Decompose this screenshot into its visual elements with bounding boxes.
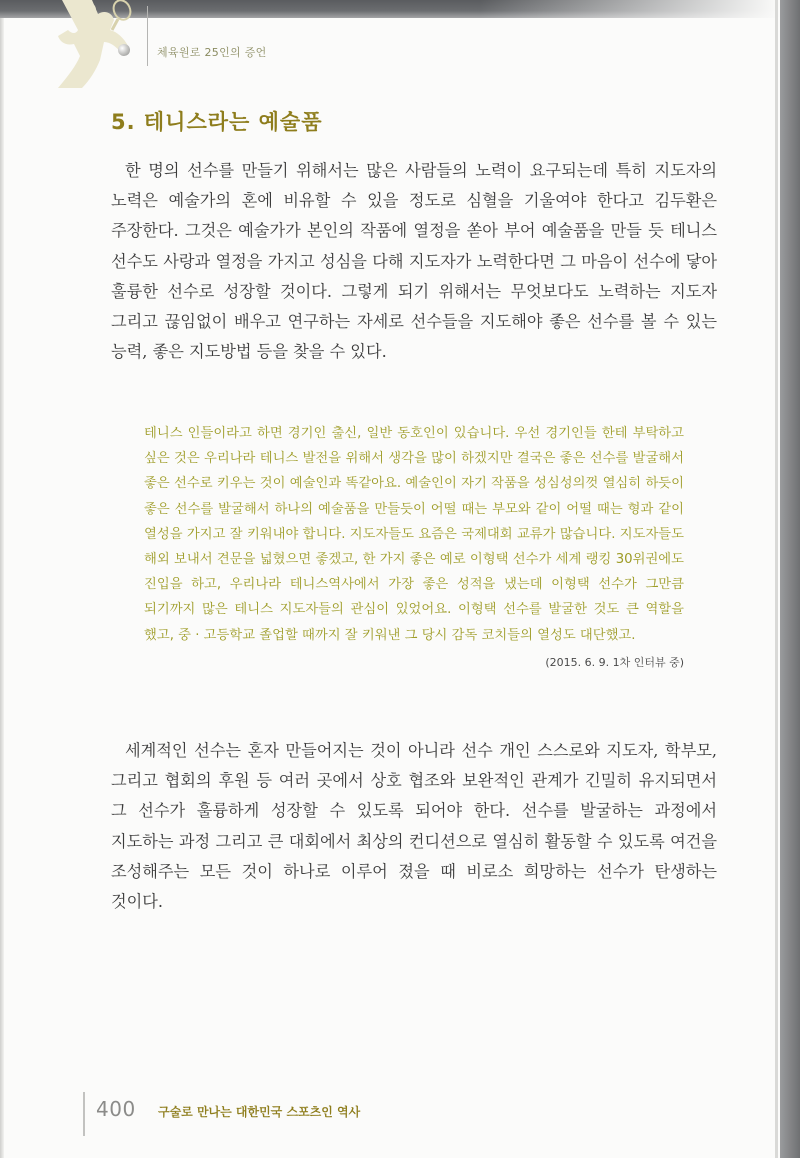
- interview-quote: [144, 421, 684, 675]
- body-paragraph-2: 세계적인 선수는 혼자 만들어지는 것이 아니라 선수 개인 스스로와 지도자, 학부모, 그리고 협회의 후원 등 여러 곳에서 상호 협조와 보완적인 관계가 긴밀히 유지되면서 그 선수가 훌륭하게 성장할 수 있도록 되어야 한다. 선수를 발굴하는 과정에서 지도하는 과정 그리고 큰 대회에서 최상의 컨디션으로 열심히 활동할 수 있도록 여건을 조성해주는 모든 것이 하나로 이루어 졌을 때 비로소 희망하는 선수가 탄생하는 것이다.: [111, 741, 717, 912]
- right-margin-strip: [775, 0, 778, 1158]
- section-title: 5. 테니스라는 예술품: [111, 110, 323, 134]
- page-left-edge: [0, 0, 4, 1158]
- page-number: 400: [96, 1097, 136, 1121]
- body-paragraph-1: 한 명의 선수를 만들기 위해서는 많은 사람들의 노력이 요구되는데 특히 지도자의 노력은 예술가의 혼에 비유할 수 있을 정도로 심혈을 기울여야 한다고 김두환은 주장한다. 그것은 예술가가 본인의 작품에 열정을 쏟아 부어 예술품을 만들 듯 테니스 선수도 사랑과 열정을 가지고 성심을 다해 지도자가 노력한다면 그 마음이 선수에 닿아 훌륭한 선수로 성장할 것이다. 그렇게 되기 위해서는 무엇보다도 노력하는 지도자 그리고 끊임없이 배우고 연구하는 자세로 선수들을 지도해야 좋은 선수를 볼 수 있는 능력, 좋은 지도방법 등을 찾을 수 있다.: [111, 161, 717, 362]
- tennis-player-icon: [52, 0, 148, 88]
- running-header: 체육원로 25인의 증언: [157, 46, 267, 59]
- quote-text: 테니스 인들이라고 하면 경기인 출신, 일반 동호인이 있습니다. 우선 경기인들 한테 부탁하고 싶은 것은 우리나라 테니스 발전을 위해서 생각을 많이 하겠지만 결국은 좋은 선수를 발굴해서 좋은 선수로 키우는 것이 예술인과 똑같아요. 예술인이 자기 작품을 성심성의껏 열심히 하듯이 좋은 선수를 발굴해서 하나의 예술품을 만들듯이 어떨 때는 부모와 같이 어떨 때는 형과 같이 열성을 가지고 잘 키워내야 합니다. 지도자들도 요즘은 국제대회 교류가 많습니다. 지도자들도 해외 보내서 견문을 넓혔으면 좋겠고, 한 가지 좋은 예로 이형택 선수가 세계 랭킹 30위권에도 진입을 하고, 우리나라 테니스역사에서 가장 좋은 성적을 냈는데 이형택 선수가 그만큼 되기까지 많은 테니스 지도자들의 관심이 있었어요. 이형택 선수를 발굴한 것도 큰 역할을 했고, 중 · 고등학교 졸업할 때까지 잘 키워낸 그 당시 감독 코치들의 열성도 대단했고.: [144, 426, 684, 643]
- book-title: 구술로 만나는 대한민국 스포츠인 역사: [158, 1105, 361, 1119]
- header-divider: [147, 6, 148, 66]
- footer-divider: [83, 1092, 85, 1136]
- quote-citation: (2015. 6. 9. 1차 인터뷰 중): [545, 655, 684, 669]
- right-edge-bar: [780, 0, 800, 1158]
- circle-bullet-icon: [118, 44, 130, 56]
